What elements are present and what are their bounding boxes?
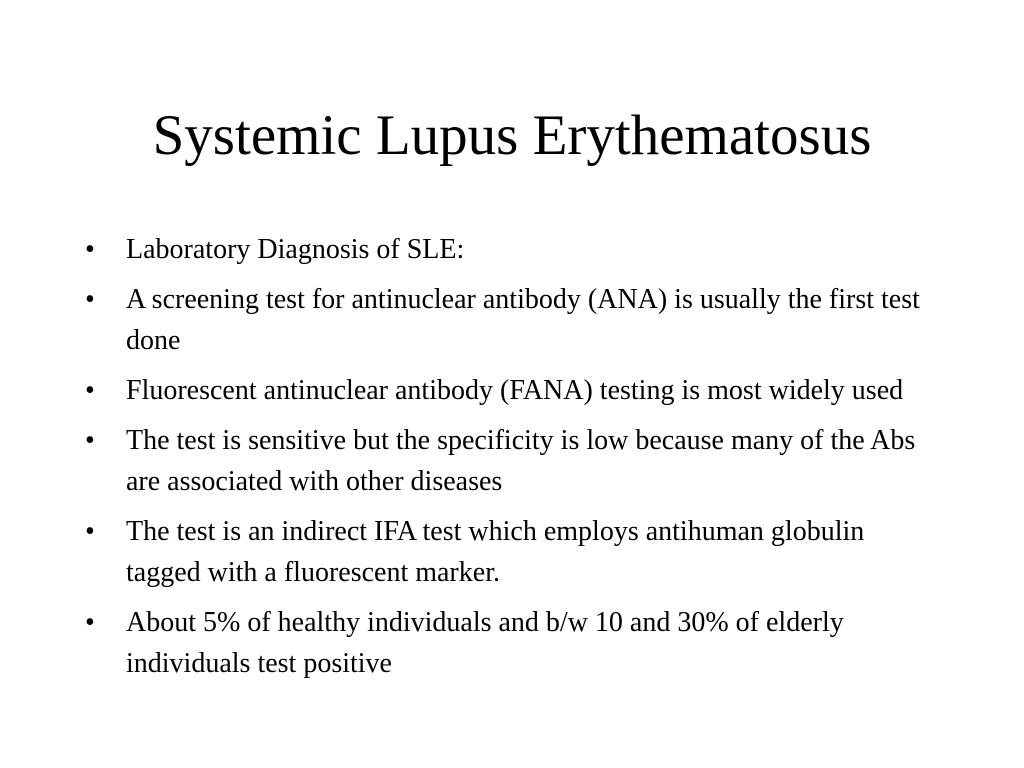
- bullet-marker: •: [85, 234, 95, 265]
- bullet-text: The test is sensitive but the specificity is low because many of the Abs are associated with other diseases: [126, 425, 916, 497]
- bullet-item-ana-screening: [85, 279, 945, 361]
- bullet-marker: •: [85, 607, 95, 638]
- bullet-marker: •: [85, 425, 95, 456]
- bullet-item-lab-diagnosis: [85, 229, 945, 270]
- bullet-item-sensitivity: [85, 420, 945, 502]
- bullet-list: [85, 229, 945, 693]
- bullet-item-positive-rates: [85, 602, 945, 684]
- bullet-text: Fluorescent antinuclear antibody (FANA) testing is most widely used: [126, 375, 904, 406]
- bullet-text: A screening test for antinuclear antibody (ANA) is usually the first test done: [126, 284, 920, 356]
- bullet-marker: •: [85, 284, 95, 315]
- bullet-item-ifa-test: [85, 511, 945, 593]
- bullet-item-fana-testing: [85, 370, 945, 411]
- slide-title: Systemic Lupus Erythematosus: [152, 104, 872, 167]
- bullet-marker: •: [85, 516, 95, 547]
- bullet-text: The test is an indirect IFA test which employs antihuman globulin tagged with a fluorescent marker.: [126, 516, 865, 588]
- bullet-text: About 5% of healthy individuals and b/w 10 and 30% of elderly individuals test positive: [126, 607, 844, 679]
- bullet-marker: •: [85, 375, 95, 406]
- bullet-text: Laboratory Diagnosis of SLE:: [126, 234, 465, 265]
